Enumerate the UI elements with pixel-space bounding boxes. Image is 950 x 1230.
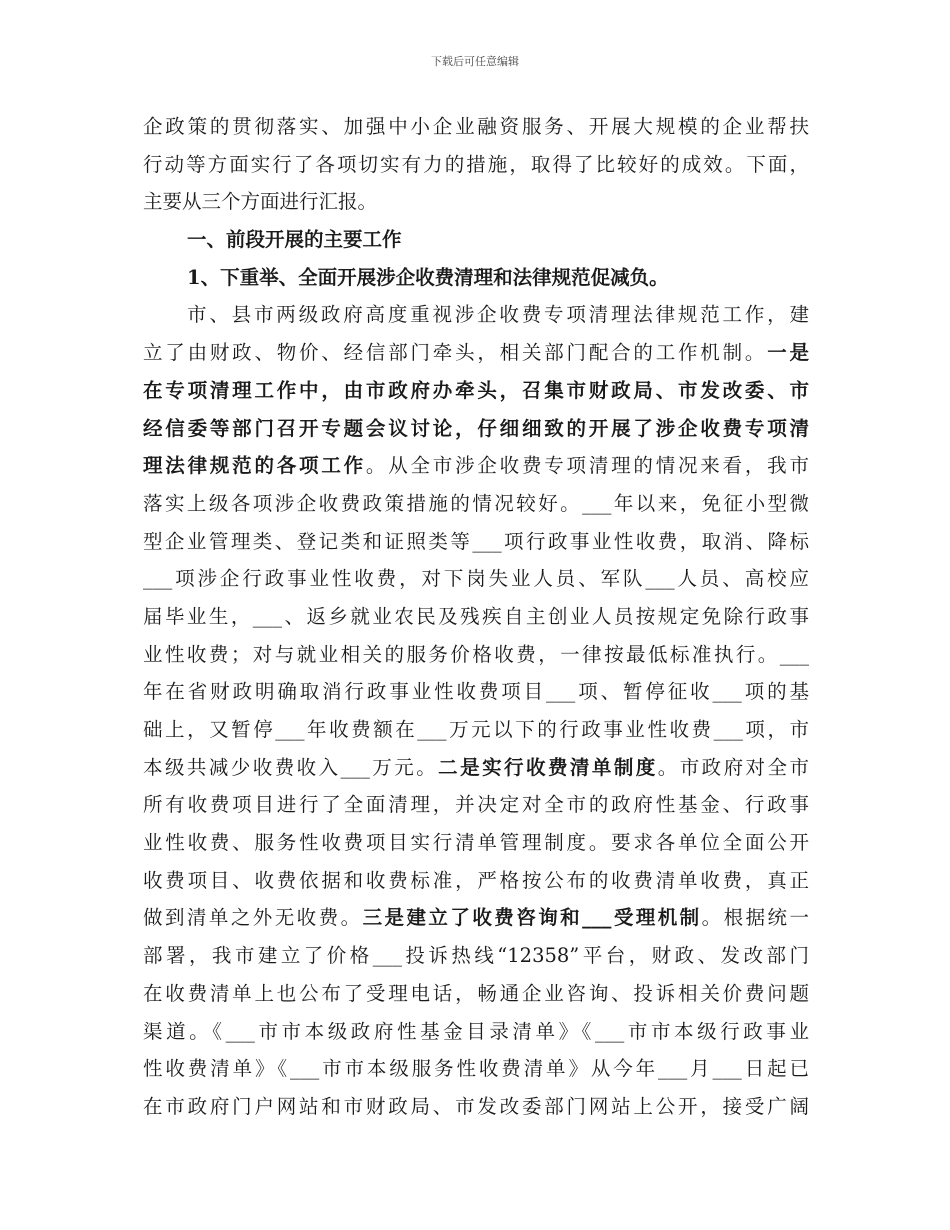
text-line — [143, 296, 809, 334]
text-segment: 在市政府门户网站和市财政局、市发改委部门网站上公开，接受广阔 — [143, 1094, 809, 1118]
text-segment: 型企业管理类、登记类和证照类等___项行政事业性收费，取消、降标 — [143, 529, 809, 553]
text-line — [143, 937, 809, 975]
text-segment: ___项涉企行政事业性收费，对下岗失业人员、军队___人员、高校应 — [143, 567, 809, 591]
text-line — [143, 711, 809, 749]
text-line — [143, 523, 809, 561]
text-segment: 企政策的贯彻落实、加强中小企业融资服务、开展大规模的企业帮扶 — [143, 115, 809, 138]
text-segment: 。根据统一 — [701, 906, 809, 930]
bold-text-segment: 一是 — [767, 341, 809, 365]
text-line — [143, 636, 809, 674]
text-line — [143, 485, 809, 523]
text-segment: 业性收费、服务性收费项目实行清单管理制度。要求各单位全面公开 — [143, 831, 809, 855]
text-line — [143, 786, 809, 824]
text-line — [143, 1050, 809, 1088]
text-segment: 。从全市涉企收费专项清理的情况来看，我市 — [365, 454, 809, 478]
text-segment: 础上，又暂停___年收费额在___万元以下的行政事业性收费___项，市 — [143, 718, 809, 741]
text-segment: 年在省财政明确取消行政事业性收费项目___项、暂停征收___项的基 — [143, 680, 809, 704]
text-line — [143, 108, 809, 146]
text-segment: 本级共减少收费收入___万元。 — [143, 755, 439, 779]
text-line — [143, 598, 809, 636]
text-line — [143, 410, 809, 448]
text-line — [143, 259, 809, 297]
text-segment: 主要从三个方面进行汇报。 — [143, 190, 378, 214]
bold-text-segment: 三是建立了收费咨询和___受理机制 — [362, 906, 702, 930]
text-line — [143, 1013, 809, 1051]
text-segment: 立了由财政、物价、经信部门牵头，相关部门配合的工作机制。 — [143, 341, 768, 365]
text-segment: 1、下重举、全面开展涉企收费清理和法律规范促减负。 — [187, 265, 669, 289]
text-segment: 一、前段开展的主要工作 — [187, 228, 402, 252]
text-line — [143, 899, 809, 937]
document-body — [143, 108, 809, 1126]
text-line — [143, 221, 809, 259]
text-segment: 。市政府对全市 — [657, 755, 809, 779]
text-line — [143, 749, 809, 787]
text-line — [143, 334, 809, 372]
bold-text-segment: 在专项清理工作中，由市政府办牵头，召集市财政局、市发改委、市 — [143, 378, 809, 402]
text-segment: 业性收费；对与就业相关的服务价格收费，一律按最低标准执行。___ — [143, 642, 809, 666]
text-segment: 落实上级各项涉企收费政策措施的情况较好。___年以来，免征小型微 — [143, 491, 809, 515]
bold-text-segment: 经信委等部门召开专题会议讨论，仔细细致的开展了涉企收费专项清 — [143, 416, 809, 440]
text-segment: 做到清单之外无收费。 — [143, 906, 363, 930]
text-line — [143, 975, 809, 1013]
text-segment: 性收费清单》《___市市本级服务性收费清单》从今年___月___日起已 — [143, 1057, 809, 1081]
text-line — [143, 862, 809, 900]
text-segment: 市、县市两级政府高度重视涉企收费专项清理法律规范工作，建 — [187, 303, 809, 327]
text-segment: 渠道。《___市市本级政府性基金目录清单》《___市市本级行政事业 — [143, 1019, 809, 1043]
text-segment: 届毕业生，___、返乡就业农民及残疾自主创业人员按规定免除行政事 — [143, 604, 809, 628]
bold-text-segment: 理法律规范的各项工作 — [143, 454, 366, 478]
bold-text-segment: 二是实行收费清单制度 — [438, 755, 658, 779]
text-segment: 行动等方面实行了各项切实有力的措施，取得了比较好的成效。下面， — [143, 152, 809, 176]
text-line — [143, 824, 809, 862]
text-segment: 收费项目、收费依据和收费标准，严格按公布的收费清单收费，真正 — [143, 868, 809, 892]
text-line — [143, 673, 809, 711]
text-segment: 在收费清单上也公布了受理电话，畅通企业咨询、投诉相关价费问题 — [143, 981, 809, 1005]
text-line — [143, 146, 809, 184]
text-line — [143, 183, 809, 221]
page-header: 下载后可任意编辑 — [431, 55, 519, 68]
text-line — [143, 560, 809, 598]
text-segment: 所有收费项目进行了全面清理，并决定对全市的政府性基金、行政事 — [143, 793, 809, 817]
text-line — [143, 447, 809, 485]
text-line — [143, 372, 809, 410]
text-line — [143, 1088, 809, 1126]
text-segment: 部署，我市建立了价格___投诉热线“12358”平台，财政、发改部门 — [143, 944, 809, 968]
